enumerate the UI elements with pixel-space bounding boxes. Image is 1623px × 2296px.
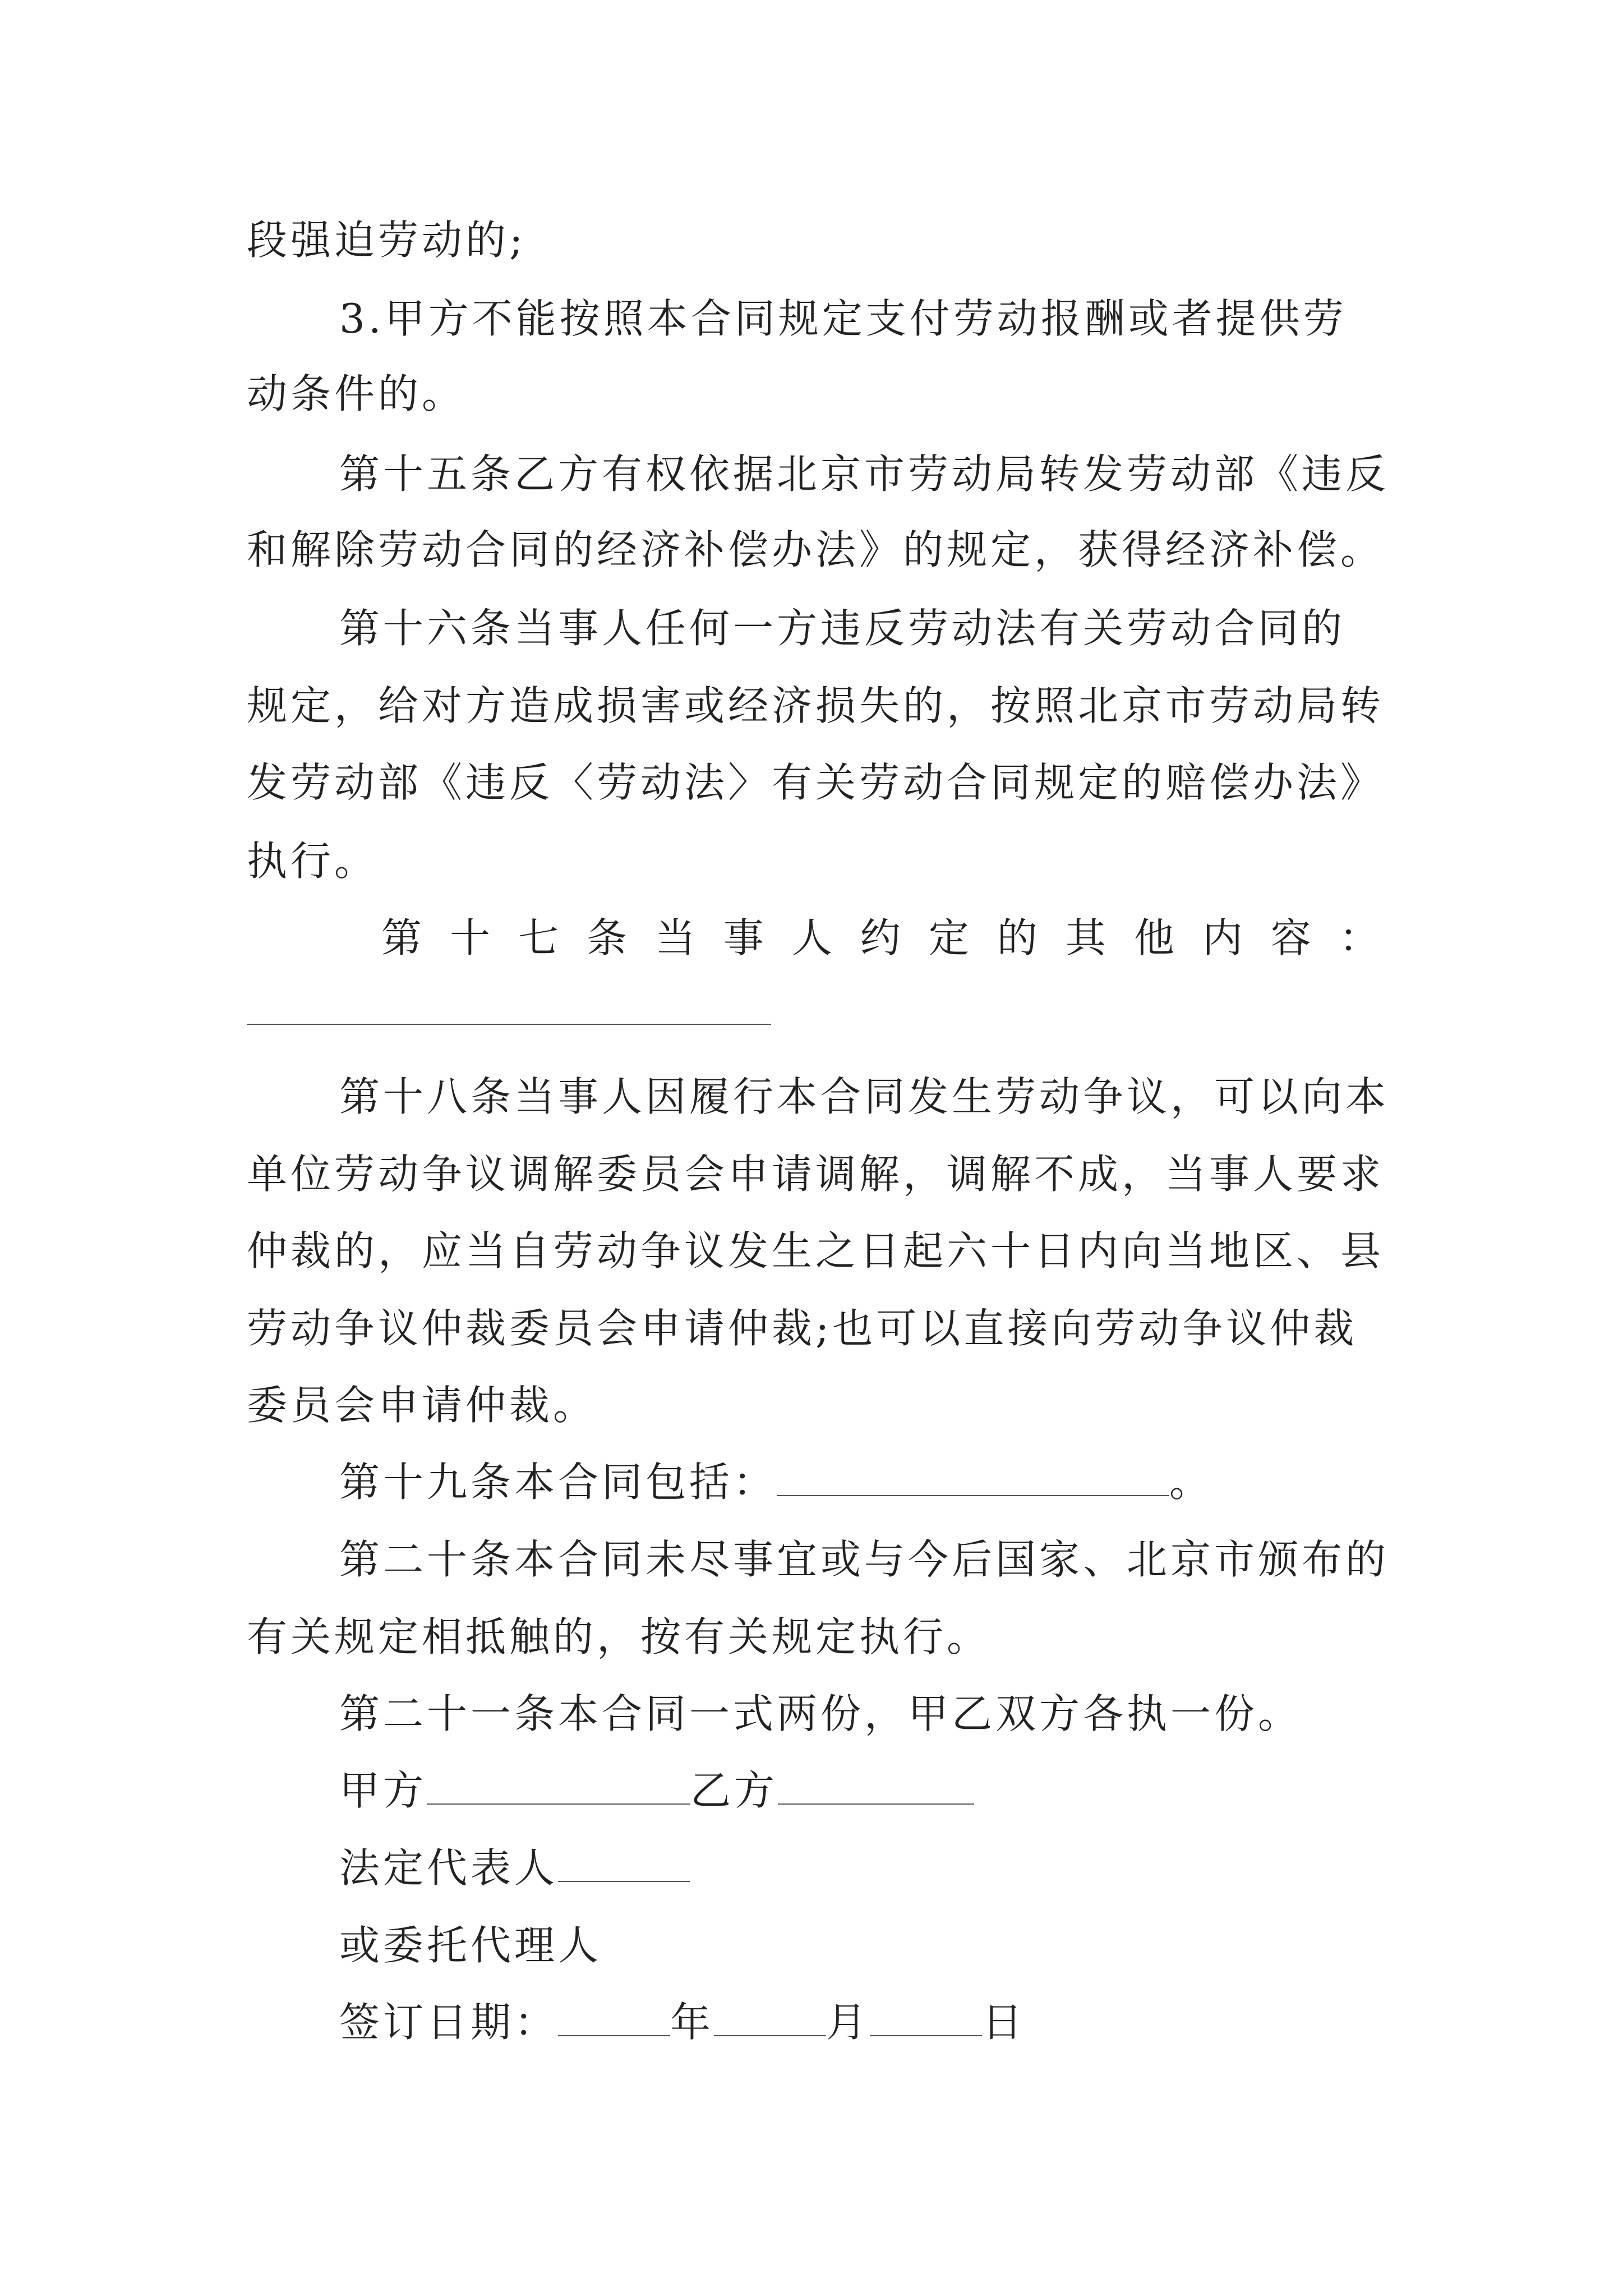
paragraph-line: 单位劳动争议调解委员会申请调解，调解不成，当事人要求 [247,1151,1385,1198]
article-17-char: 事 [723,914,764,961]
party-a-blank [427,1764,690,1805]
article-17-char: 当 [654,914,695,961]
article-17-char: 七 [518,914,559,961]
year-blank [558,1996,670,2036]
party-b-label: 乙方 [690,1767,778,1814]
article-17-char: 定 [928,914,969,961]
article-17-char: 其 [1065,914,1106,961]
article-15: 第十五条乙方有权依据北京市劳动局转发劳动部《违反 [339,450,1390,498]
article-20: 第二十条本合同未尽事宜或与今后国家、北京市颁布的 [339,1536,1390,1583]
article-17-char: 约 [860,914,901,961]
month-label: 月 [826,1999,870,2046]
paragraph-line: 劳动争议仲裁委员会申请仲裁;也可以直接向劳动争议仲裁 [247,1305,1358,1352]
paragraph-line: 段强迫劳动的; [247,217,527,264]
sign-date-label: 签订日期： [339,1999,559,2046]
year-label: 年 [670,1999,714,2046]
party-line [339,1763,974,1819]
article-19 [339,1454,1213,1510]
article-17-char: 容 [1270,914,1311,961]
article-17-char: 条 [586,914,627,961]
agent-label: 或委托代理人 [339,1922,602,1969]
legal-rep-blank [558,1842,690,1882]
article-19-label: 第十九条本合同包括： [339,1458,777,1506]
party-b-blank [778,1764,974,1805]
article-17-char: 人 [791,914,832,961]
paragraph-line: 和解除劳动合同的经济补偿办法》的规定，获得经济补偿。 [247,526,1385,573]
article-21: 第二十一条本合同一式两份，甲乙双方各执一份。 [339,1690,1302,1737]
article-17 [381,910,1380,966]
sign-date-line [339,1994,1026,2050]
article-17-blank-line [247,1024,771,1025]
paragraph-line: 规定，给对方造成损害或经济损失的，按照北京市劳动局转 [247,682,1385,729]
article-17-char: 十 [449,914,490,961]
day-label: 日 [982,1999,1026,2046]
paragraph-line: 委员会申请仲裁。 [247,1382,597,1429]
article-17-char: 的 [997,914,1038,961]
paragraph-line: 动条件的。 [247,370,466,417]
article-17-char: 内 [1202,914,1243,961]
article-19-suffix: 。 [1169,1458,1214,1506]
article-17-char: 第 [381,914,422,961]
party-a-label: 甲方 [339,1767,427,1814]
article-19-blank [777,1456,1169,1496]
legal-rep-label: 法定代表人 [339,1844,559,1892]
paragraph-line: 执行。 [247,838,379,885]
month-blank [714,1996,826,2036]
paragraph-line: 有关规定相抵触的，按有关规定执行。 [247,1613,991,1660]
paragraph-line: 3.甲方不能按照本合同规定支付劳动报酬或者提供劳 [339,295,1347,342]
article-17-char: 他 [1133,914,1174,961]
legal-rep-line [339,1840,690,1896]
article-17-char: ： [1339,914,1380,961]
article-18: 第十八条当事人因履行本合同发生劳动争议，可以向本 [339,1073,1390,1120]
day-blank [870,1996,982,2036]
paragraph-line: 仲裁的，应当自劳动争议发生之日起六十日内向当地区、县 [247,1227,1385,1274]
article-16: 第十六条当事人任何一方违反劳动法有关劳动合同的 [339,605,1346,652]
paragraph-line: 发劳动部《违反〈劳动法〉有关劳动合同规定的赔偿办法》 [247,759,1385,806]
